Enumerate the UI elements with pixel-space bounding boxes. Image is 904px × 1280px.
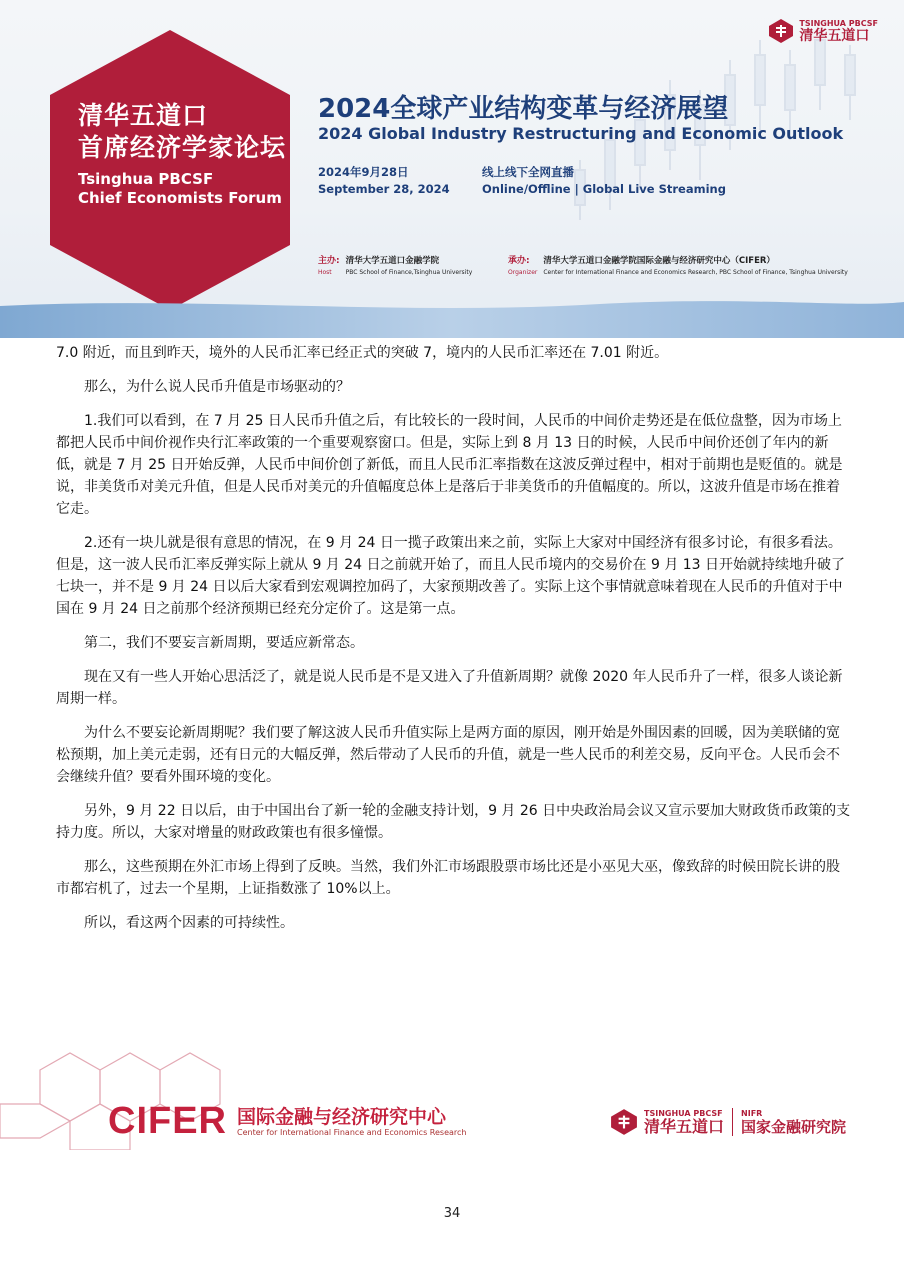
footer-tsinghua-en: TSINGHUA PBCSF (644, 1108, 723, 1118)
tsinghua-pbcsf-logo (768, 18, 878, 44)
event-streaming-cn: 线上线下全网直播 (482, 165, 574, 179)
event-banner (0, 0, 904, 338)
forum-title-block (78, 100, 288, 208)
forum-title-cn-line1: 清华五道口 (78, 101, 209, 130)
host-name-cn: 清华大学五道口金融学院 (345, 256, 440, 266)
host-role-cn: 主办: (318, 256, 340, 266)
paragraph: 所以，看这两个因素的可持续性。 (84, 915, 294, 931)
forum-title-en-line2: Chief Economists Forum (78, 189, 282, 207)
logo-divider (732, 1108, 733, 1136)
forum-title-cn-line2: 首席经济学家论坛 (78, 133, 287, 162)
organizer-info (508, 256, 848, 278)
cifer-name-cn: 国际金融与经济研究中心 (237, 1105, 447, 1128)
event-streaming (482, 164, 726, 198)
event-streaming-en: Online/Offline | Global Live Streaming (482, 182, 726, 196)
host-info (318, 256, 472, 278)
organizer-name-cn: 清华大学五道口金融学院国际金融与经济研究中心（CIFER） (543, 256, 775, 266)
event-title-en: 2024 Global Industry Restructuring and Economic Outlook (318, 124, 844, 143)
host-role-en: Host (318, 269, 332, 276)
paragraph: 另外，9 月 22 日以后，由于中国出台了新一轮的金融支持计划，9 月 26 日中央政治局会议又宣示要加大财政货币政策的支持力度。所以，大家对增量的财政政策也有很多憧憬。 (56, 803, 851, 841)
paragraph: 那么，为什么说人民币升值是市场驱动的？ (84, 379, 350, 395)
logo-cn: 清华五道口 (799, 27, 870, 44)
organizer-name-en: Center for International Finance and Economics Research, PBC School of Finance, Tsinghua University (543, 269, 848, 276)
host-name-en: PBC School of Finance,Tsinghua University (345, 269, 473, 276)
paragraph: 为什么不要妄论新周期呢？我们要了解这波人民币升值实际上是两方面的原因，刚开始是外围因素的回暖，因为美联储的宽松预期，加上美元走弱，还有日元的大幅反弹，然后带动了人民币的升值，就是一些人民币的利差交易，反向平仓。人民币会不会继续升值？要看外围环境的变化。 (56, 725, 840, 785)
banner-wave-decoration (0, 296, 904, 338)
forum-title-en (78, 170, 288, 208)
organizer-role-cn: 承办: (508, 256, 530, 266)
footer-partner-logos (610, 1108, 846, 1136)
organizer-role-en: Organizer (508, 269, 538, 276)
event-date (318, 164, 450, 198)
footer-nifr-en: NIFR (741, 1108, 763, 1118)
paragraph: 那么，这些预期在外汇市场上得到了反映。当然，我们外汇市场跟股票市场比还是小巫见大巫，像致辞的时候田院长讲的股市都宕机了，过去一个星期，上证指数涨了 10%以上。 (56, 859, 840, 897)
paragraph: 2.还有一块儿就是很有意思的情况，在 9 月 24 日一揽子政策出来之前，实际上大家对中国经济有很多讨论，有很多看法。但是，这一波人民币汇率反弹实际上就从 9 月 24 日之前就开始了，而且人民币境内的交易价在 9 月 13 日开始就持续地升破了七块一，并不是 9 月 24 日以后大家看到宏观调控加码了，大家预期改善了。实际上这个事情就意味着现在人民币的升值对于中国在 9 月 24 日之前那个经济预期已经充分定价了。这是第一点。 (56, 535, 846, 617)
footer-nifr-cn: 国家金融研究院 (741, 1117, 847, 1136)
paragraph: 现在又有一些人开始心思活泛了，就是说人民币是不是又进入了升值新周期？就像 2020 年人民币升了一样，很多人谈论新周期一样。 (56, 669, 843, 707)
tsinghua-mark-icon (768, 18, 794, 44)
article-body (56, 342, 852, 946)
event-date-cn: 2024年9月28日 (318, 165, 409, 179)
footer-tsinghua-cn: 清华五道口 (644, 1116, 725, 1136)
cifer-name-en: Center for International Finance and Economics Research (237, 1127, 467, 1137)
cifer-logo (108, 1100, 467, 1143)
paragraph: 1.我们可以看到，在 7 月 25 日人民币升值之后，有比较长的一段时间，人民币的中间价走势还是在低位盘整，因为市场上都把人民币中间价视作央行汇率政策的一个重要观察窗口。但是，实际上到 8 月 13 日的时候，人民币中间价还创了年内的新低，就是 7 月 25 日开始反弹，人民币中间价创了新低，而且人民币汇率指数在这波反弹过程中，相对于前期也是贬值的。就是说，非美货币对美元升值，但是人民币对美元的升值幅度总体上是落后于非美货币的升值幅度的。所以，这波升值是市场在推着它走。 (56, 413, 843, 517)
tsinghua-mark-icon (610, 1108, 638, 1136)
paragraph: 7.0 附近，而且到昨天，境外的人民币汇率已经正式的突破 7，境内的人民币汇率还在 7.01 附近。 (56, 345, 669, 361)
logo-en: TSINGHUA PBCSF (799, 18, 878, 28)
cifer-abbr: CIFER (108, 1100, 227, 1142)
event-date-en: September 28, 2024 (318, 182, 450, 196)
forum-title-en-line1: Tsinghua PBCSF (78, 170, 214, 188)
event-title-cn: 2024全球产业结构变革与经济展望 (318, 94, 729, 124)
paragraph: 第二，我们不要妄言新周期，要适应新常态。 (84, 635, 364, 651)
page-number: 34 (443, 1206, 461, 1221)
